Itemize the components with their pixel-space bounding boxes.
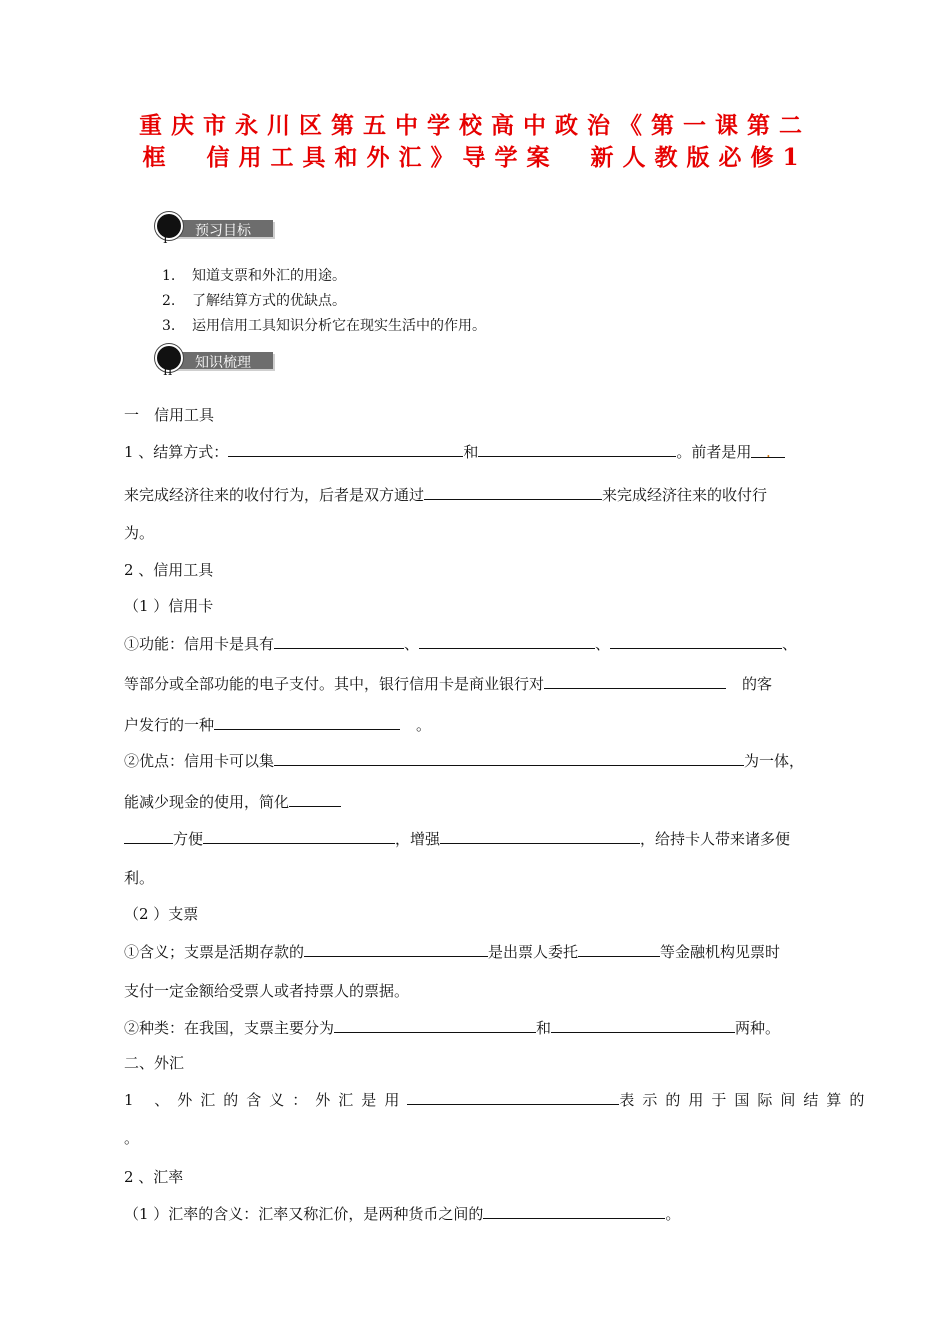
heading-cheque: （2 ）支票	[124, 905, 199, 923]
text-line: 来完成经济往来的收付行为，后者是双方通过 来完成经济往来的收付行	[124, 486, 768, 504]
goals-list	[162, 264, 486, 339]
document-title	[110, 110, 840, 174]
text-line: （1 ）汇率的含义：汇率又称汇价，是两种货币之间的 。	[124, 1205, 681, 1223]
heading-credit-tools-2: 2 、信用工具	[124, 561, 214, 579]
blank-field[interactable]	[334, 1017, 536, 1033]
title-line-1: 重庆市永川区第五中学校高中政治《第一课第二	[139, 112, 811, 139]
blank-field[interactable]	[274, 633, 404, 649]
heading-credit-tools: 一 信用工具	[124, 406, 215, 424]
section-number: II	[163, 364, 173, 378]
blank-field[interactable]	[551, 1017, 735, 1033]
section-banner-preview-goals	[155, 212, 275, 246]
text-line: 。	[124, 1129, 140, 1147]
text-line: ①功能：信用卡是具有 、 、 、	[124, 635, 798, 653]
blank-field[interactable]	[578, 941, 660, 957]
blank-field[interactable]	[419, 633, 595, 649]
blank-field[interactable]	[478, 441, 676, 457]
blank-field[interactable]	[124, 828, 173, 844]
heading-credit-card: （1 ）信用卡	[124, 597, 214, 615]
section-label: 知识梳理	[195, 355, 251, 369]
blank-field[interactable]	[203, 828, 395, 844]
list-item: 1. 知道支票和外汇的用途。	[162, 268, 346, 284]
blank-field[interactable]	[610, 633, 782, 649]
text-line: 1 、外汇的含义：外汇是用 表示的用于国际间结算的	[124, 1091, 873, 1109]
text-line: 能减少现金的使用，简化	[124, 791, 341, 812]
text-line: 户发行的一种 。	[124, 716, 432, 734]
section-banner-knowledge	[155, 344, 275, 378]
blank-field[interactable]	[304, 941, 488, 957]
text-line: ②优点：信用卡可以集 为一体，	[124, 752, 805, 770]
blank-field[interactable]	[440, 828, 640, 844]
heading-foreign-exchange: 二、外汇	[124, 1054, 185, 1072]
text-line: 方便 ，增强 ，给持卡人带来诸多便	[124, 828, 790, 849]
text-line: 等部分或全部功能的电子支付。其中，银行信用卡是商业银行对 的客	[124, 675, 773, 693]
blank-field[interactable]	[407, 1089, 619, 1105]
list-item: 2. 了解结算方式的优缺点。	[162, 293, 346, 309]
list-item: 3. 运用信用工具知识分析它在现实生活中的作用。	[162, 318, 486, 334]
section-label: 预习目标	[195, 223, 251, 237]
text-line: ①含义；支票是活期存款的 是出票人委托 等金融机构见票时	[124, 943, 781, 961]
blank-field[interactable]	[483, 1203, 665, 1219]
section-number: I	[163, 232, 168, 246]
text-line: 利。	[124, 869, 155, 887]
blank-field[interactable]	[544, 673, 726, 689]
blank-field[interactable]	[289, 791, 341, 807]
blank-field[interactable]	[228, 441, 463, 457]
text-line: 为。	[124, 524, 155, 542]
text-line: ②种类：在我国，支票主要分为 和 两种。	[124, 1019, 781, 1037]
blank-field[interactable]	[424, 484, 602, 500]
heading-exchange-rate: 2 、汇率	[124, 1168, 184, 1186]
text-line: 1 、结算方式： 和 。前者是用 .	[124, 441, 785, 462]
title-line-2: 框 信用工具和外汇》导学案 新人教版必修1	[142, 144, 808, 171]
section-badge-icon	[155, 212, 183, 240]
blank-field[interactable]	[274, 750, 744, 766]
text-line: 支付一定金额给受票人或者持票人的票据。	[124, 982, 410, 1000]
blank-field[interactable]	[214, 714, 400, 730]
blank-field[interactable]: .	[751, 442, 785, 458]
